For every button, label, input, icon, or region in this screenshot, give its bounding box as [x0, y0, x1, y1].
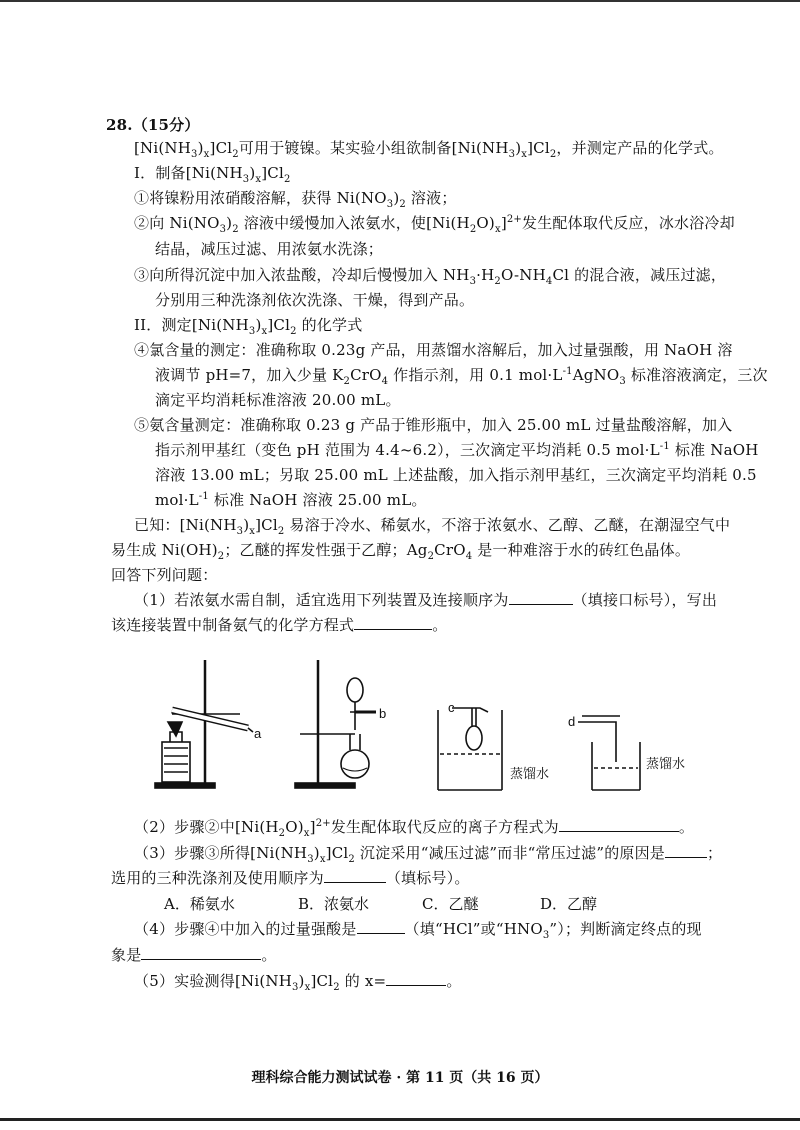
- known-line2: 易生成 $Ni(OH)_2$；乙醚的挥发性强于乙醇；$Ag_2CrO_4$ 是一种难溶于水的砖红色晶体。: [111, 541, 691, 562]
- part1-step2: ②向 $Ni(NO_3)_2$ 溶液中缓慢加入浓氨水，使$[Ni(H_2O)_x]^{2+}$发生配体取代反应，冰水浴冷却: [134, 214, 735, 235]
- part1-step3: ③向所得沉淀中加入浓盐酸，冷却后慢慢加入 $NH_3\cdot H_2O-NH_4Cl$ 的混合液，减压过滤，: [134, 266, 727, 287]
- part2-title: II．测定$[Ni(NH_3)_x]Cl_2$ 的化学式: [134, 316, 363, 337]
- q2-answer-blank[interactable]: [559, 817, 679, 832]
- part2-step4-line1: ④氯含量的测定：准确称取 0.23g 产品，用蒸馏水溶解后，加入过量强酸，用 NaOH 溶: [134, 341, 733, 359]
- part1-step2-cont: 结晶，减压过滤、用浓氨水洗涤；: [155, 240, 384, 258]
- label-a: a: [254, 726, 262, 741]
- q1-line2: 该连接装置中制备氨气的化学方程式 。: [111, 616, 448, 634]
- part2-step5-line2: 指示剂甲基红（变色 pH 范围为 4.4~6.2），三次滴定平均消耗 0.5 $mol\cdot L^{-1}$ 标准 NaOH: [155, 441, 759, 459]
- q3-answer-blank-1[interactable]: [665, 843, 707, 858]
- apparatus-d-beaker-tube: [578, 716, 640, 790]
- q1-answer-blank-1[interactable]: [509, 590, 573, 605]
- q1-line1: （1）若浓氨水需自制，适宜选用下列装置及连接顺序为 （填接口标号），写出: [134, 591, 718, 609]
- question-score: （15分）: [132, 116, 200, 134]
- q3-option-a[interactable]: A．稀氨水: [164, 895, 235, 913]
- question-number: 28.: [106, 116, 133, 134]
- label-b: b: [379, 706, 387, 721]
- q3-line2: 选用的三种洗涤剂及使用顺序为 （填标号）。: [111, 869, 470, 887]
- q3-answer-blank-2[interactable]: [324, 868, 386, 883]
- question-intro: $[Ni(NH_3)_x]Cl_2$可用于镀镍。某实验小组欲制备$[Ni(NH_3)_x]Cl_2$，并测定产品的化学式。: [134, 139, 724, 160]
- q4-line1: （4）步骤④中加入的过量强酸是 （填“HCl”或“$HNO_3$”）；判断滴定终点的现: [134, 920, 702, 941]
- apparatus-b-flask-funnel: [295, 660, 376, 788]
- part2-step5-line4: $mol\cdot L^{-1}$ 标准 NaOH 溶液 25.00 mL。: [155, 491, 427, 509]
- label-d: d: [568, 714, 576, 729]
- q3-option-b[interactable]: B．浓氨水: [298, 895, 370, 913]
- answer-prompt: 回答下列问题：: [111, 566, 218, 584]
- apparatus-a-heating-tube: [155, 660, 253, 788]
- part1-step1: ①将镍粉用浓硝酸溶解，获得 $Ni(NO_3)_2$ 溶液；: [134, 189, 457, 210]
- bottom-border: [0, 1118, 800, 1121]
- known-line1: 已知：$[Ni(NH_3)_x]Cl_2$ 易溶于冷水、稀氨水，不溶于浓氨水、乙醇、乙醚，在潮湿空气中: [134, 516, 731, 537]
- question-header: [106, 114, 200, 136]
- page-footer: 理科综合能力测试试卷 · 第 11 页（共 16 页）: [251, 1070, 549, 1086]
- water-label-c: 蒸馏水: [510, 766, 550, 781]
- q2-line: （2）步骤②中$[Ni(H_2O)_x]^{2+}$发生配体取代反应的离子方程式为 。: [134, 818, 695, 839]
- apparatus-figure: [150, 650, 710, 800]
- q1-answer-blank-2[interactable]: [354, 615, 432, 630]
- part1-title: I．制备$[Ni(NH_3)_x]Cl_2$: [134, 164, 291, 185]
- q5-line: （5）实验测得$[Ni(NH_3)_x]Cl_2$ 的 x= 。: [134, 972, 462, 993]
- label-c: c: [448, 700, 455, 715]
- q4-line2: 象是 。: [111, 946, 277, 964]
- q4-answer-blank-1[interactable]: [357, 919, 405, 934]
- part2-step4-line3: 滴定平均消耗标准溶液 20.00 mL。: [155, 391, 401, 409]
- water-label-d: 蒸馏水: [646, 756, 686, 771]
- q4-answer-blank-2[interactable]: [141, 945, 261, 960]
- q5-answer-blank[interactable]: [386, 971, 446, 986]
- part2-step4-line2: 液调节 pH=7，加入少量 $K_2CrO_4$ 作指示剂，用 0.1 $mol\cdot L^{-1}AgNO_3$ 标准溶液滴定，三次: [155, 366, 768, 387]
- apparatus-c-beaker-bulb: [438, 708, 502, 790]
- q3-line1: （3）步骤③所得$[Ni(NH_3)_x]Cl_2$ 沉淀采用“减压过滤”而非“常压过滤”的原因是 ；: [134, 844, 723, 865]
- q3-option-c[interactable]: C．乙醚: [422, 895, 479, 913]
- q3-option-d[interactable]: D．乙醇: [540, 895, 598, 913]
- part2-step5-line1: ⑤氨含量测定：准确称取 0.23 g 产品于锥形瓶中，加入 25.00 mL 过量盐酸溶解，加入: [134, 416, 733, 434]
- part2-step5-line3: 溶液 13.00 mL；另取 25.00 mL 上述盐酸，加入指示剂甲基红，三次滴定平均消耗 0.5: [155, 466, 757, 484]
- part1-step3-cont: 分别用三种洗涤剂依次洗涤、干燥，得到产品。: [155, 291, 475, 309]
- top-border: [0, 0, 800, 2]
